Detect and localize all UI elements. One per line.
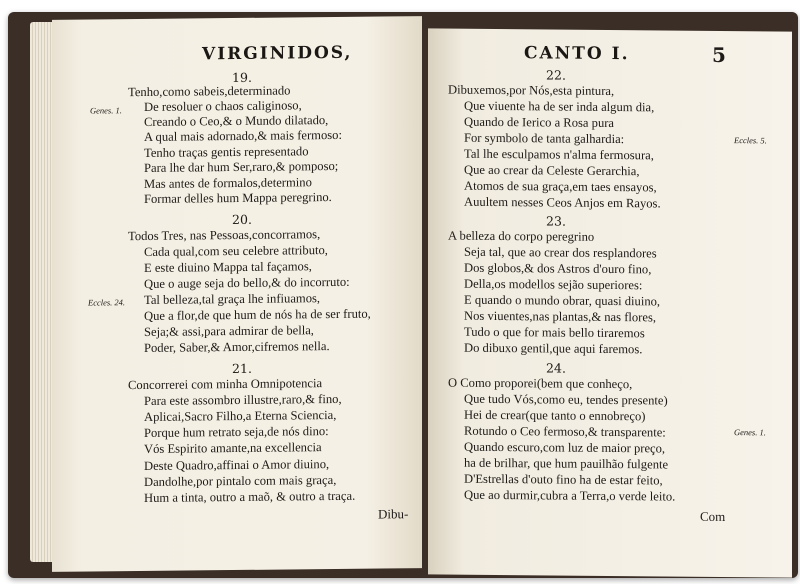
margin-note: Genes. 1. [90, 105, 122, 116]
stanza-number: 19. [232, 69, 252, 86]
verse-line: Dibuxemos,por Nós,esta pintura, [448, 82, 615, 99]
verse-line: Tudo o que for mais bello tiraremos [464, 324, 645, 341]
verse-line: Dos globos,& dos Astros d'ouro fino, [464, 260, 652, 277]
verse-line: Seja;& assi,para admirar de bella, [144, 323, 314, 339]
verse-line: Tal lhe esculpamos n'alma fermosura, [464, 146, 654, 163]
verse-line: For symbolo de tanta galhardia: [464, 130, 625, 147]
verse-line: E quando o mundo obrar, quasi diuino, [464, 292, 661, 309]
verse-line: Rotundo o Ceo fermoso,& transparente: [464, 423, 666, 440]
verse-line: Tenho,como sabeis,determinado [128, 83, 291, 100]
verse-line: Porque hum retrato seja,de nós dino: [144, 424, 329, 440]
verse-line: A qual mais adornado,& mais fermoso: [144, 127, 342, 144]
verse-line: Que ao durmir,cubra a Terra,o verde leito. [464, 487, 676, 504]
stanza-number: 24. [546, 360, 566, 376]
catchword: Dibu- [378, 506, 409, 522]
book [8, 12, 798, 578]
margin-note: Eccles. 24. [88, 297, 126, 308]
left-page-header: VIRGINIDOS, [202, 42, 353, 65]
verse-line: E este diuino Mappa tal façamos, [144, 259, 312, 275]
verse-line: Deste Quadro,affinai o Amor diuino, [144, 457, 330, 473]
stanza-number: 22. [546, 67, 566, 83]
verse-line: Concorrerei com minha Omnipotencia [128, 376, 323, 393]
verse-line: O Como proporei(bem que conheço, [448, 375, 633, 392]
verse-line: De resoluer o chaos caliginoso, [144, 98, 302, 114]
margin-note: Eccles. 5. [734, 135, 767, 146]
verse-line: Quando de Ierico a Rosa pura [464, 114, 615, 131]
verse-line: Cada qual,com seu celebre attributo, [144, 243, 328, 259]
page-number: 5 [712, 42, 726, 68]
verse-line: Quando escuro,com luz de maior preço, [464, 439, 666, 456]
verse-line: Mas antes de formalos,determino [144, 175, 312, 191]
verse-line: Que a flor,de que hum de nós ha de ser fruto, [144, 306, 371, 323]
verse-line: Para este assombro illustre,raro,& fino, [144, 391, 342, 408]
verse-line: D'Estrellas d'outo fino ha de estar feito, [464, 471, 663, 488]
verse-line: Tal belleza,tal graça lhe infiuamos, [144, 291, 321, 307]
stanza-number: 20. [232, 211, 252, 228]
right-page [428, 28, 792, 577]
verse-line: Dandolhe,por pintalo com mais graça, [144, 472, 337, 489]
verse-line: ha de brilhar, que hum pauilhão fulgente [464, 455, 669, 472]
verse-line: Para lhe dar hum Ser,raro,& pomposo; [144, 158, 339, 175]
verse-line: A belleza do corpo peregrino [448, 228, 595, 244]
verse-line: Hum a tinta, outro a maõ, & outro a traça. [144, 488, 356, 505]
verse-line: Creando o Ceo,& o Mundo dilatado, [144, 113, 329, 129]
verse-line: Todos Tres, nas Pessoas,concorramos, [128, 227, 321, 244]
verse-line: Seja tal, que ao crear dos resplandores [464, 244, 657, 261]
right-page-header: CANTO I. [524, 43, 630, 65]
verse-line: Tenho traças gentis representado [144, 144, 309, 160]
stanza-number: 21. [232, 360, 252, 377]
verse-line: Que o auge seja do bello,& do incorruto: [144, 274, 350, 291]
verse-line: Nos viuentes,nas plantas,& nas flores, [464, 308, 657, 325]
verse-line: Que tudo Vós,como eu, tendes presente) [464, 391, 668, 408]
verse-line: Que viuente ha de ser inda algum dia, [464, 98, 655, 115]
stanza-number: 23. [546, 213, 566, 229]
verse-line: Della,os modellos sejão superiores: [464, 276, 643, 293]
left-page [52, 16, 422, 572]
verse-line: Que ao crear da Celeste Gerarchia, [464, 162, 640, 179]
verse-line: Poder, Saber,& Amor,cifremos nella. [144, 339, 330, 355]
verse-line: Atomos de sua graça,em taes ensayos, [464, 178, 657, 195]
verse-line: Formar delles hum Mappa peregrino. [144, 190, 332, 206]
catchword: Com [700, 508, 726, 525]
verse-line: Do dibuxo gentil,que aqui faremos. [464, 340, 643, 357]
verse-line: Auultem nesses Ceos Anjos em Rayos. [464, 194, 661, 211]
margin-note: Genes. 1. [734, 427, 766, 438]
verse-line: Vós Espirito amante,na excellencia [144, 440, 322, 456]
verse-line: Aplicai,Sacro Filho,a Eterna Sciencia, [144, 407, 337, 424]
verse-line: Hei de crear(que tanto o ennobreço) [464, 407, 646, 424]
